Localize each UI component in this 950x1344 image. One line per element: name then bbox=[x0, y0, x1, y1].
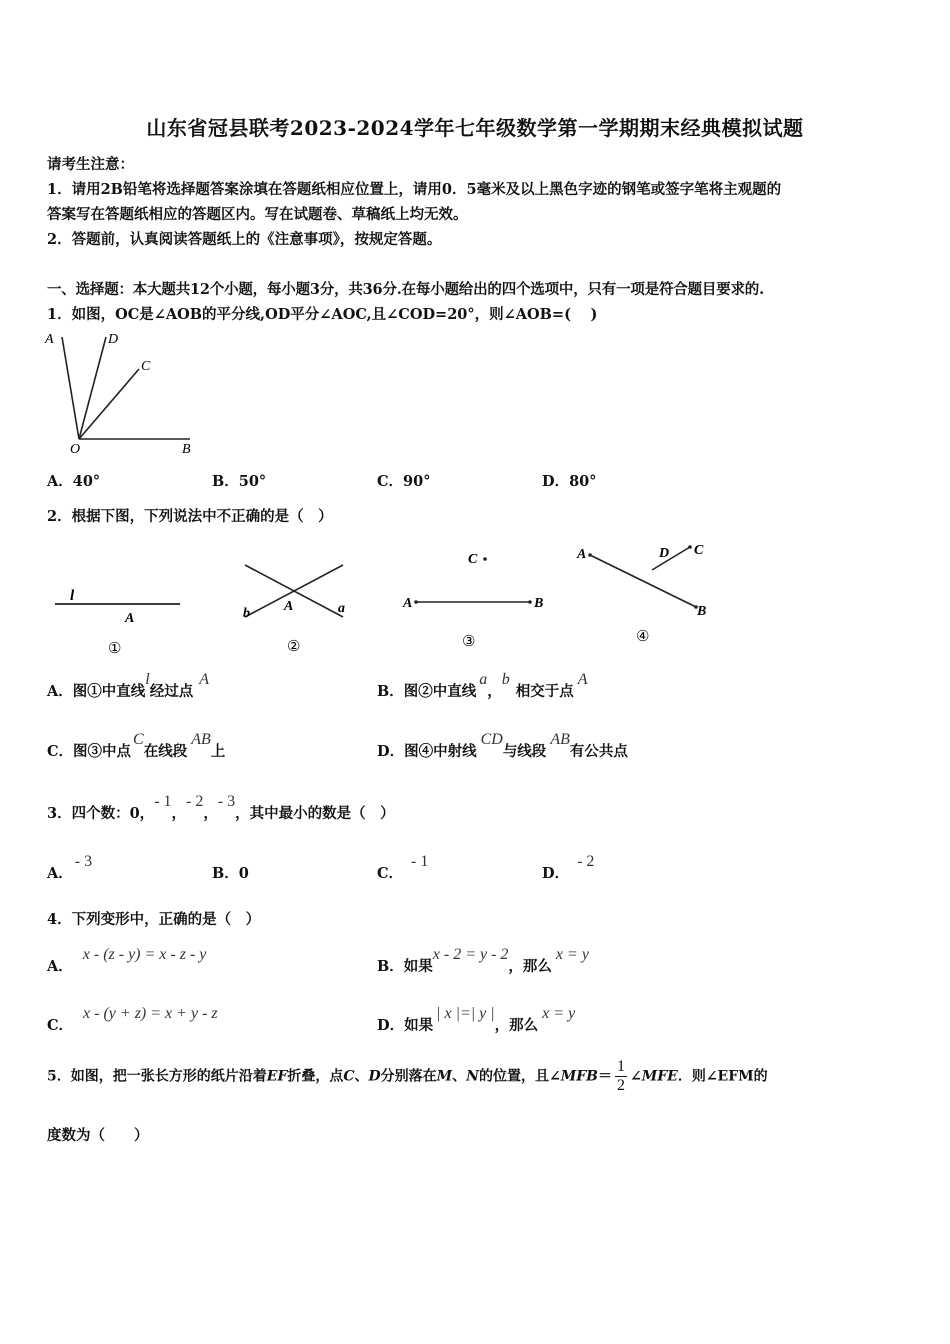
fig3-label-c: C bbox=[468, 552, 478, 567]
q4-stem: 4．下列变形中，正确的是（ ） bbox=[47, 911, 261, 928]
q3c-label: C． bbox=[377, 865, 404, 882]
label-d: D bbox=[108, 332, 119, 347]
q1-option-a[interactable]: A．40° bbox=[47, 473, 101, 490]
q4b-expr-2: x = y bbox=[555, 946, 589, 963]
q4b-mid: ，那么 bbox=[508, 958, 552, 975]
q2c-var-ab: AB bbox=[191, 731, 211, 748]
q5-text-7: ＝ bbox=[597, 1068, 612, 1085]
fig2-label-b: b bbox=[243, 606, 250, 621]
fig1-label-a: A bbox=[125, 611, 135, 626]
q5-text-6: 的位置，且∠ bbox=[478, 1068, 561, 1085]
label-b: B bbox=[182, 442, 191, 457]
label-c: C bbox=[141, 359, 151, 374]
q4-option-d[interactable] bbox=[377, 1005, 576, 1035]
fig4-label-d: D bbox=[659, 546, 670, 561]
q3-text-2: ，其中最小的数是（ ） bbox=[235, 805, 395, 822]
fig2-label-a-line: a bbox=[338, 601, 345, 616]
q2d-text-3: 有公共点 bbox=[569, 743, 628, 760]
q3c-value: - 1 bbox=[411, 853, 429, 870]
fig1-label-l: l bbox=[70, 588, 75, 604]
fig2-number: ② bbox=[287, 639, 301, 655]
q2c-text-3: 上 bbox=[210, 743, 226, 760]
q2b-var-point: A bbox=[577, 671, 588, 688]
fig4-label-c: C bbox=[694, 543, 704, 558]
q4c-expr: x - (y + z) = x + y - z bbox=[83, 1005, 218, 1022]
q5-text-5: 、 bbox=[452, 1068, 467, 1085]
q5-text-1: 5．如图，把一张长方形的纸片沿着 bbox=[47, 1068, 267, 1085]
q4a-label: A． bbox=[47, 958, 73, 975]
fig4-number: ④ bbox=[636, 629, 650, 645]
notice-line-2: 2．答题前，认真阅读答题纸上的《注意事项》，按规定答题。 bbox=[47, 231, 442, 248]
fig3-label-b: B bbox=[534, 596, 544, 611]
q3-text-1: 3．四个数：0， bbox=[47, 805, 155, 822]
q5-var-ef: EF bbox=[266, 1068, 288, 1085]
q3-option-a[interactable] bbox=[47, 853, 93, 883]
q4-option-c[interactable] bbox=[47, 1005, 218, 1035]
q3-option-c[interactable] bbox=[377, 853, 429, 883]
page-title: 山东省冠县联考2023-2024学年七年级数学第一学期期末经典模拟试题 bbox=[146, 116, 804, 140]
q5-frac-den: 2 bbox=[616, 1077, 625, 1094]
q5-text-9: ．则∠EFM的 bbox=[677, 1068, 768, 1085]
q5-var-mfb: MFB bbox=[560, 1068, 598, 1085]
q5-var-n: N bbox=[466, 1068, 479, 1085]
q5-text-3: 、 bbox=[354, 1068, 369, 1085]
q3-num-2: - 2 bbox=[186, 793, 204, 810]
q4a-expr: x - (z - y) = x - z - y bbox=[82, 946, 207, 963]
fig2-label-a-point: A bbox=[284, 599, 294, 614]
notice-line-1a: 1．请用2B铅笔将选择题答案涂填在答题纸相应位置上，请用0．5毫米及以上黑色字迹的钢笔或签字笔将主观题的 bbox=[47, 181, 782, 198]
q5-var-c: C bbox=[343, 1068, 355, 1085]
q5-var-mfe: MFE bbox=[641, 1068, 678, 1085]
q1-angle-figure bbox=[40, 325, 210, 460]
q5-stem-line-1 bbox=[47, 1058, 768, 1095]
q4-option-b[interactable] bbox=[377, 946, 589, 976]
q2-option-b[interactable] bbox=[377, 671, 588, 701]
fig3-label-a: A bbox=[403, 596, 413, 611]
q1-stem: 1．如图，OC是∠AOB的平分线,OD平分∠AOC,且∠COD=20°，则∠AOB=( ) bbox=[47, 306, 598, 323]
q4d-mid: ，那么 bbox=[494, 1017, 539, 1034]
q4d-expr: | x |=| y | bbox=[436, 1005, 495, 1022]
q4b-expr: x - 2 = y - 2 bbox=[432, 946, 509, 963]
q3-comma-2: ， bbox=[203, 805, 218, 822]
q3d-label: D． bbox=[542, 865, 570, 882]
q2a-text-2: 经过点 bbox=[149, 683, 194, 700]
q3-num-3: - 3 bbox=[217, 793, 236, 810]
ray-oa bbox=[62, 337, 79, 439]
q2-option-a[interactable] bbox=[47, 671, 209, 701]
q5-stem-line-2: 度数为（ ） bbox=[47, 1127, 149, 1144]
q5-text-4: 分别落在 bbox=[380, 1068, 437, 1085]
q2b-text-3: 相交于点 bbox=[515, 683, 574, 700]
q4-option-a[interactable] bbox=[47, 946, 207, 976]
q2b-text-2: ， bbox=[487, 683, 502, 700]
label-a: A bbox=[45, 332, 54, 347]
q3a-label: A． bbox=[47, 865, 73, 882]
notice-heading: 请考生注意： bbox=[47, 156, 134, 173]
q1-option-c[interactable]: C．90° bbox=[377, 473, 431, 490]
q2c-text-1: C．图③中点 bbox=[47, 743, 132, 760]
q3-option-d[interactable] bbox=[542, 853, 595, 883]
q2b-var-b: b bbox=[501, 671, 510, 688]
q3a-value: - 3 bbox=[74, 853, 93, 870]
q2-figure-3 bbox=[398, 540, 558, 655]
section-heading: 一、选择题：本大题共12个小题，每小题3分，共36分.在每小题给出的四个选项中，只有一项是符合题目要求的. bbox=[47, 281, 764, 298]
q2-figure-4 bbox=[572, 535, 722, 650]
q5-fraction bbox=[615, 1058, 627, 1095]
q2a-var-a: A bbox=[199, 671, 209, 688]
q3-stem bbox=[47, 793, 395, 823]
label-o: O bbox=[70, 442, 81, 457]
q1-option-d[interactable]: D．80° bbox=[542, 473, 597, 490]
q3-comma-1: ， bbox=[171, 805, 187, 822]
notice-line-1b: 答案写在答题纸相应的答题区内。写在试题卷、草稿纸上均无效。 bbox=[47, 206, 468, 223]
q4d-expr-2: x = y bbox=[542, 1005, 576, 1022]
q2-stem: 2．根据下图，下列说法中不正确的是（ ） bbox=[47, 508, 333, 525]
q4b-label: B．如果 bbox=[377, 958, 433, 975]
q3-num-1: - 1 bbox=[154, 793, 172, 810]
q2c-text-2: 在线段 bbox=[143, 743, 188, 760]
q5-var-m: M bbox=[436, 1068, 453, 1085]
q2a-text-1: A．图①中直线 bbox=[47, 683, 146, 700]
fig1-number: ① bbox=[108, 641, 122, 657]
fig4-label-b: B bbox=[697, 604, 707, 619]
q3-option-b[interactable]: B．0 bbox=[212, 865, 249, 882]
q2-figure-1 bbox=[50, 580, 190, 660]
fig3-number: ③ bbox=[462, 634, 476, 650]
q2d-var-cd: CD bbox=[480, 731, 503, 748]
q5-text-8: ∠ bbox=[629, 1068, 642, 1085]
q2d-var-ab: AB bbox=[550, 731, 570, 748]
q5-frac-num: 1 bbox=[616, 1058, 625, 1075]
q2-figure-2 bbox=[235, 555, 360, 660]
q2-option-c[interactable] bbox=[47, 731, 226, 761]
q4c-label: C． bbox=[47, 1017, 74, 1034]
q1-option-b[interactable]: B．50° bbox=[212, 473, 267, 490]
q5-var-d: D bbox=[368, 1068, 381, 1085]
fig4-label-a: A bbox=[577, 547, 587, 562]
q2b-var-a: a bbox=[479, 671, 488, 688]
q2d-text-2: 与线段 bbox=[502, 743, 547, 760]
q2c-var-c: C bbox=[133, 731, 144, 748]
q2d-text-1: D．图④中射线 bbox=[377, 743, 477, 760]
q5-text-2: 折叠，点 bbox=[287, 1068, 344, 1085]
q2-option-d[interactable] bbox=[377, 731, 628, 761]
q3d-value: - 2 bbox=[577, 853, 595, 870]
q2b-text-1: B．图②中直线 bbox=[377, 683, 477, 700]
q2a-var-l: l bbox=[145, 671, 150, 688]
q4d-label: D．如果 bbox=[377, 1017, 434, 1034]
